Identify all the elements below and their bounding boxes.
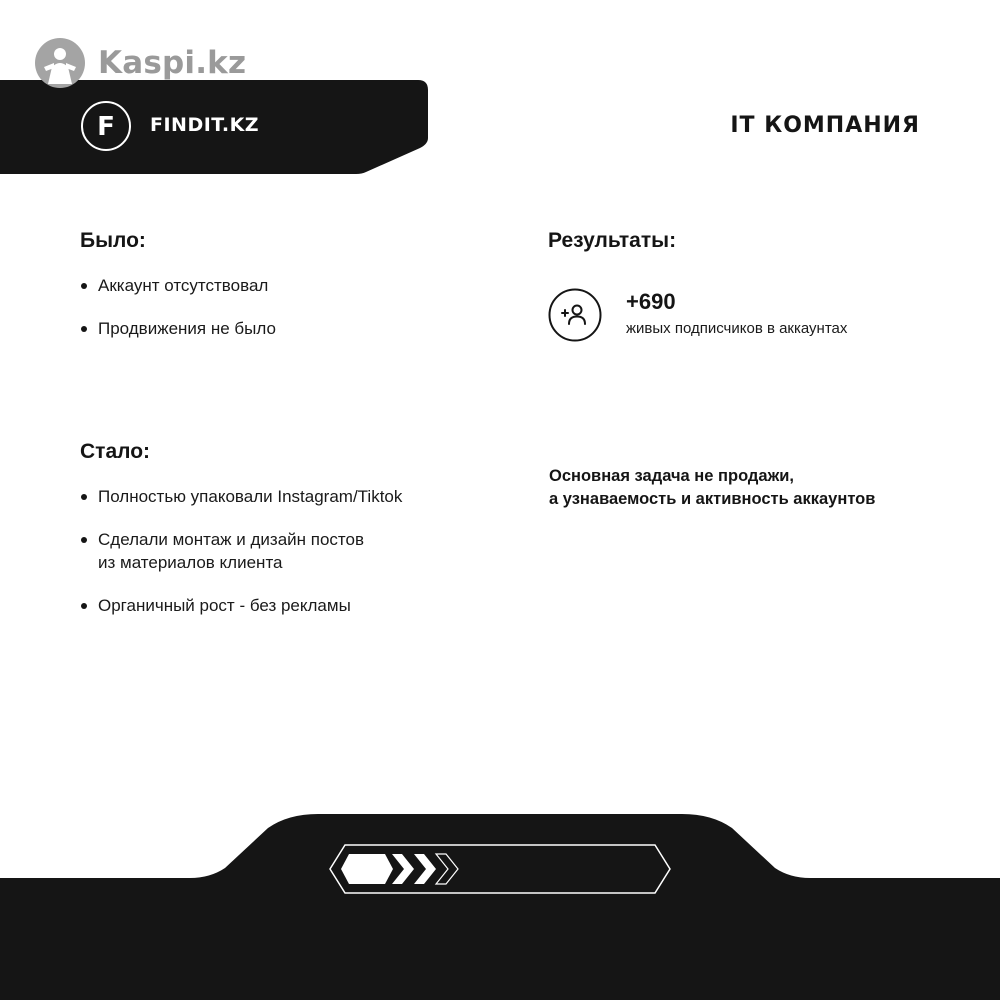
results-title: Результаты: [548,229,677,252]
list-item: Полностью упаковали Instagram/Tiktok [80,485,402,508]
subscribers-label: живых подписчиков в аккаунтах [626,320,848,337]
subscribers-value: +690 [626,289,676,314]
brand-logo-letter: F [97,112,115,142]
findit-logo-icon [80,100,132,152]
add-user-icon [548,288,602,342]
brand-name: FINDIT.KZ [150,114,260,136]
before-list [80,274,276,340]
after-list [80,485,402,617]
list-item: Аккаунт отсутствовал [80,274,276,297]
kaspi-person-icon [34,37,86,89]
list-item: Органичный рост - без рекламы [80,594,402,617]
kaspi-watermark [34,37,246,89]
goal-text: Основная задача не продажи, а узнаваемость и активность аккаунтов [549,467,876,508]
company-type: IT КОМПАНИЯ [730,113,920,138]
after-title: Стало: [80,440,151,463]
watermark-text: Kaspi.kz [98,45,247,81]
before-title: Было: [80,229,146,252]
list-item: Сделали монтаж и дизайн постов из материалов клиента [80,528,402,574]
footer-band [0,814,1000,1000]
list-item: Продвижения не было [80,317,276,340]
